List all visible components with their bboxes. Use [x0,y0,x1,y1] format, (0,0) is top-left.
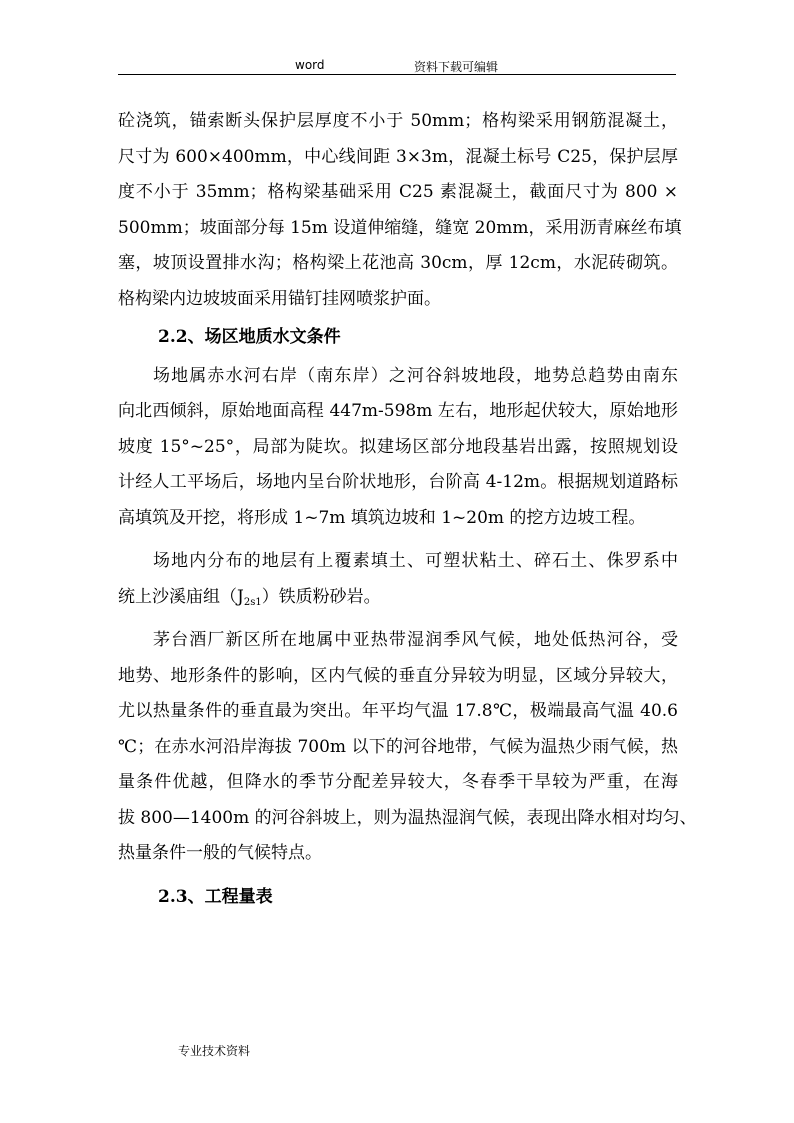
strata-subscript: 2s1 [243,596,262,608]
text-line: 场地属赤水河右岸（南东岸）之河谷斜坡地段，地势总趋势由南东 [153,365,678,386]
strata-text-post: ）铁质粉砂岩。 [261,586,381,607]
text-line: 砼浇筑，锚索断头保护层厚度不小于 50mm；格构梁采用钢筋混凝土， [118,111,678,131]
text-line: 量条件优越，但降水的季节分配差异较大，冬春季干旱较为严重，在海 [118,772,678,792]
strata-text-pre: 统上沙溪庙组（J [118,586,244,607]
text-line: 格构梁内边坡坡面采用锚钉挂网喷浆护面。 [118,288,441,309]
text-line: 500mm；坡面部分每 15m 设道伸缩缝，缝宽 20mm，采用沥青麻丝布填 [118,217,682,238]
paragraph-terrain [118,359,678,537]
paragraph-climate [118,623,697,872]
page-footer: 专业技术资料 [178,1044,251,1058]
text-line [118,580,678,616]
text-line: 塞，坡顶设置排水沟；格构梁上花池高 30cm，厚 12cm，水泥砖砌筑。 [118,253,678,273]
section-heading-2-3: 2.3、工程量表 [158,886,273,907]
document-body [118,104,697,915]
text-line: 尤以热量条件的垂直最为突出。年平均气温 17.8℃，极端最高气温 40.6 [118,701,678,721]
text-line: 热量条件一般的气候特点。 [118,843,322,863]
text-line: 度不小于 35mm；格构梁基础采用 C25 素混凝土，截面尺寸为 800 × [118,182,678,202]
text-line: 高填筑及开挖，将形成 1~7m 填筑边坡和 1~20m 的挖方边坡工程。 [118,507,646,528]
page-header [118,52,676,75]
paragraph-slope-structure [118,104,682,317]
header-right-text: 资料下载可编辑 [414,60,499,74]
paragraph-strata [118,544,678,615]
text-line: ℃；在赤水河沿岸海拔 700m 以下的河谷地带，气候为温热少雨气候，热 [118,736,678,757]
text-line: 地势、地形条件的影响，区内气候的垂直分异较为明显，区域分异较大， [118,665,678,686]
text-line: 茅台酒厂新区所在地属中亚热带湿润季风气候，地处低热河谷，受 [153,630,678,650]
section-heading-2-2: 2.2、场区地质水文条件 [158,327,341,347]
text-line: 尺寸为 600×400mm，中心线间距 3×3m，混凝土标号 C25，保护层厚 [118,146,678,167]
text-line: 坡度 15°~25°，局部为陡坎。拟建场区部分地段基岩出露，按照规划设 [118,436,678,457]
text-line: 拔 800—1400m 的河谷斜坡上，则为温热湿润气候，表现出降水相对均匀、 [118,807,697,828]
text-line: 向北西倾斜，原始地面高程 447m-598m 左右，地形起伏较大，原始地形 [118,401,678,421]
header-left-text: word [295,58,325,72]
text-line: 场地内分布的地层有上覆素填土、可塑状粘土、碎石土、侏罗系中 [153,551,678,571]
text-line: 计经人工平场后，场地内呈台阶状地形，台阶高 4-12m。根据规划道路标 [118,472,678,492]
